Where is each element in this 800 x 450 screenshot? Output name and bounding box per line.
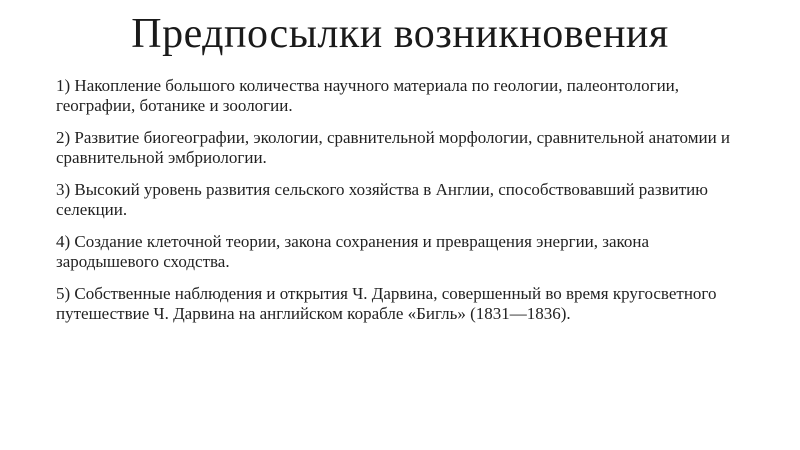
slide-title: Предпосылки возникновения — [131, 11, 669, 57]
slide-content — [56, 76, 736, 336]
point-3: 3) Высокий уровень развития сельского хозяйства в Англии, способствовавший развитию селекции. — [56, 180, 708, 219]
point-2: 2) Развитие биогеографии, экологии, сравнительной морфологии, сравнительной анатомии и сравнительной эмбриологии. — [56, 128, 731, 167]
point-5: 5) Собственные наблюдения и открытия Ч. Дарвина, совершенный во время кругосветного путешествие Ч. Дарвина на английском корабле «Бигль» (1831—1836). — [56, 284, 717, 323]
point-1: 1) Накопление большого количества научного материала по геологии, палеонтологии, географии, ботанике и зоологии. — [56, 76, 680, 115]
point-4: 4) Создание клеточной теории, закона сохранения и превращения энергии, закона зародышевого сходства. — [56, 232, 650, 271]
